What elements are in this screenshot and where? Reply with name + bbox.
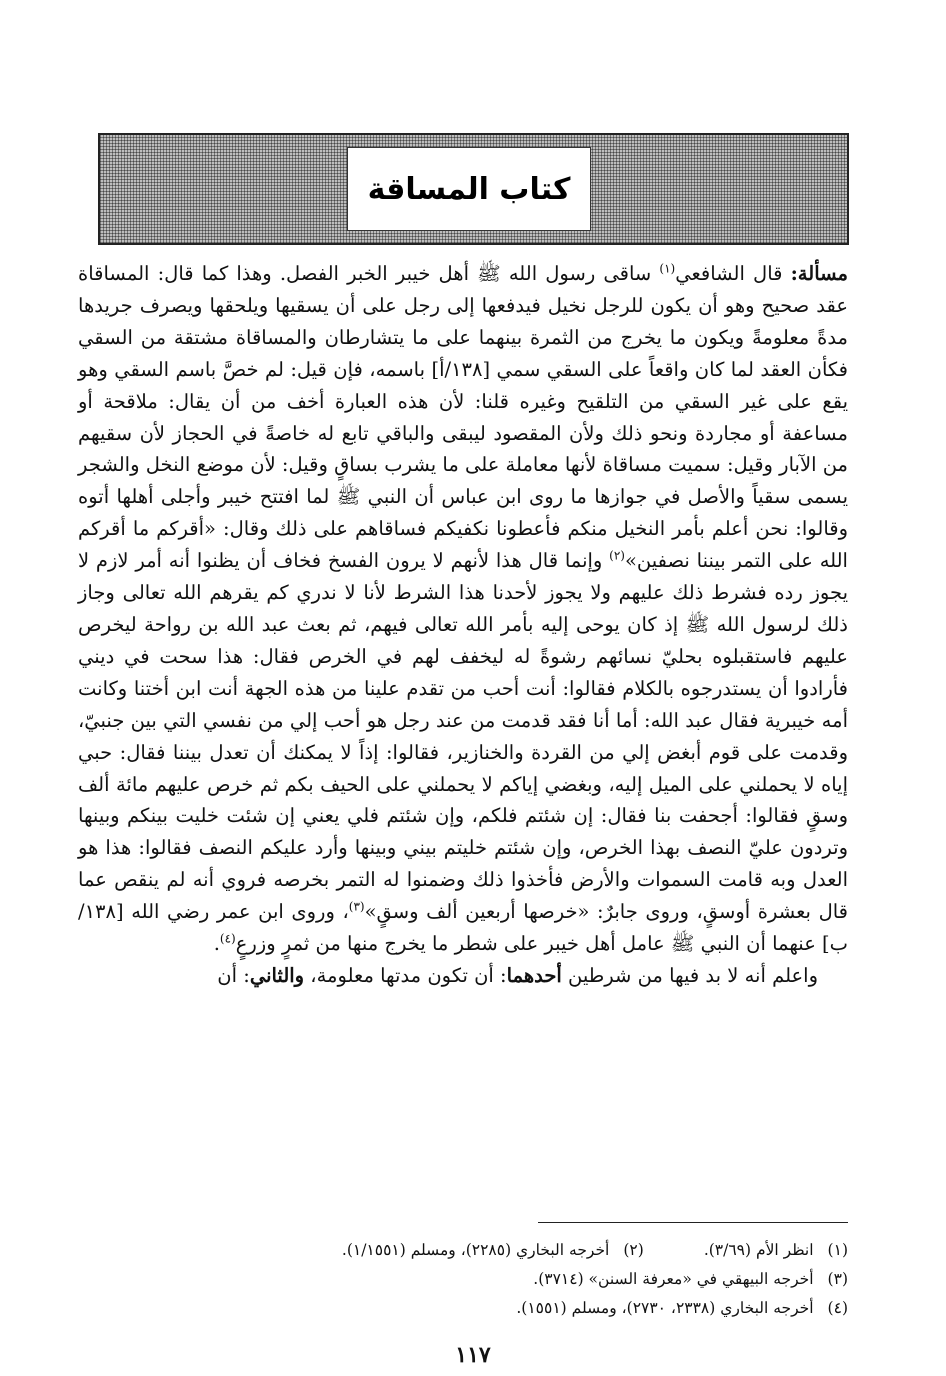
footnote-3-text: أخرجه البيهقي في «معرفة السنن» (٣٧١٤). <box>533 1270 814 1288</box>
paragraph-1-text-b: ساقى رسول الله ﷺ أهل خيبر الخبر الفصل. وهذا كما قال: المساقاة عقد صحيح وهو أن يكون للرجل نخيل فيدفعها إلى رجل على أن يسقيها ويلحقها ويصرف جريدها مدةً معلومةً ويكون ما يخرج من الثمرة بينهما على ما يتشارطان والمساقاة مشتقة من السقي فكأن العقد لما كان واقعاً على السقي سمي [١٣٨/أ] باسمه، فإن قيل: لم خصَّ باسم السقي وهو يقع على غير السقي من التلقيح وغيره قلنا: لأن هذه العبارة أخف من أن يقال: ملاقحة أو مساعفة أو مجاردة ونحو ذلك ولأن المقصود ليبقى والباقي تابع له خاصةً في الحجاز لأن سقيهم من الآبار وقيل: سميت مساقاة لأنها معاملة على ما يشرب بساقٍ وقيل: لأن موضع النخل والشجر يسمى سقياً والأصل في جوازها ما روى ابن عباس أن النبي ﷺ لما افتتح خيبر وأجلى أهلها أتوه وقالوا: نحن أعلم بأمر النخيل منكم فأعطونا نكفيكم فساقاهم على ذلك وقال: «أقركم ما أقركم الله على التمر بيننا نصفين» <box>78 262 849 573</box>
footnote-2 <box>342 1236 644 1265</box>
footnote-4 <box>516 1294 848 1323</box>
chapter-title: كتاب المساقة <box>367 171 571 207</box>
main-text <box>78 258 848 992</box>
paragraph-2-text-a: واعلم أنه لا بد فيها من شرطين <box>561 963 818 987</box>
page-number: ١١٧ <box>455 1342 491 1368</box>
paragraph-1-text-a: قال الشافعي <box>675 262 791 285</box>
chapter-title-box <box>347 147 591 231</box>
footnote-separator <box>538 1222 848 1223</box>
footnote-ref-4: (٤) <box>219 931 236 946</box>
issue-label: مسألة: <box>790 262 848 285</box>
paragraph-1-text-e: . <box>213 932 220 956</box>
footnote-row-3 <box>78 1294 848 1323</box>
paragraph-2-text-b: : أن تكون مدتها معلومة، <box>304 963 507 987</box>
footnote-ref-2: (٢) <box>609 548 625 563</box>
paragraph-1-text-d: ، وروى ابن عمر رضي الله [١٣٨/ب] عنهما أن النبي ﷺ عامل أهل خيبر على شطر ما يخرج منها من ثمرٍ وزرعٍ <box>78 900 848 956</box>
footnote-3-number: (٣) <box>827 1270 848 1288</box>
chapter-title-banner <box>98 133 849 245</box>
footnote-ref-3: (٣) <box>348 899 365 914</box>
footnote-row-1 <box>78 1236 848 1265</box>
first-condition-label: أحدهما <box>506 963 562 987</box>
footnote-3 <box>533 1265 848 1294</box>
footnotes <box>78 1236 848 1323</box>
footnote-4-number: (٤) <box>827 1299 848 1317</box>
footnote-2-number: (٢) <box>623 1241 644 1259</box>
paragraph-1 <box>78 258 848 960</box>
footnote-2-text: أخرجه البخاري (٢٢٨٥)، ومسلم (١/١٥٥١). <box>341 1241 610 1259</box>
second-condition-label: والثاني <box>249 963 305 987</box>
footnote-row-2 <box>78 1265 848 1294</box>
footnote-1 <box>704 1236 848 1265</box>
paragraph-2-text-c: : أن <box>217 963 250 987</box>
footnote-ref-1: (١) <box>659 261 676 276</box>
footnote-1-number: (١) <box>827 1241 848 1259</box>
footnote-1-text: انظر الأم (٣/٦٩). <box>703 1241 814 1259</box>
paragraph-2 <box>78 960 848 992</box>
footnote-4-text: أخرجه البخاري (٢٣٣٨، ٢٧٣٠)، ومسلم (١٥٥١). <box>516 1299 814 1317</box>
paragraph-1-text-c: وإنما قال هذا لأنهم لا يرون الفسخ فخاف أن يظنوا أنه أمر لازم لا يجوز رده فشرط ذلك عليهم ولا يجوز لأحدنا هذا الشرط لأنا لا ندري كم يقرهم الله تعالى وجاز ذلك لرسول الله ﷺ إذ كان يوحى إليه بأمر الله تعالى فيهم، ثم بعث عبد الله بن رواحة ليخرص عليهم فاستقبلوه بحليّ نسائهم رشوةً له ليخفف لهم في الخرص فقال: هذا سحت في ديني فأرادوا أن يستدرجوه بالكلام فقالوا: أنت أحب من تقدم علينا من هذه الجهة أنت ابن أختنا وكانت أمه خيبرية فقال عبد الله: أما أنا فقد قدمت من عند رجل هو أحب إلي من نفسي التي بين جنبيّ، وقدمت على قوم أبغض إلي من القردة والخنازير، فقالوا: إذاً لا يمكنك أن تعدل بيننا فقال: حبي إياه لا يحملني على الميل إليه، وبغضي إياكم لا يحملني على الحيف بكم ثم خرص عليهم مائة ألف وسقٍ فقالوا: أجحفت بنا فقال: إن شئتم فلكم، وإن شئتم فلي يعني إن شئت خليت بينكم وبينها وتردون عليّ النصف بهذا الخرص، وإن شئتم خليتم بيني وبينها وأرد عليكم النصف فقالوا: هذا هو العدل وبه قامت السموات والأرض فأخذوا ذلك وضمنوا له التمر بخرصه فروي أنه لم ينقص عما قال بعشرة أوسقٍ، وروى جابرٌ: «خرصها أربعين ألف وسقٍ» <box>78 549 848 924</box>
